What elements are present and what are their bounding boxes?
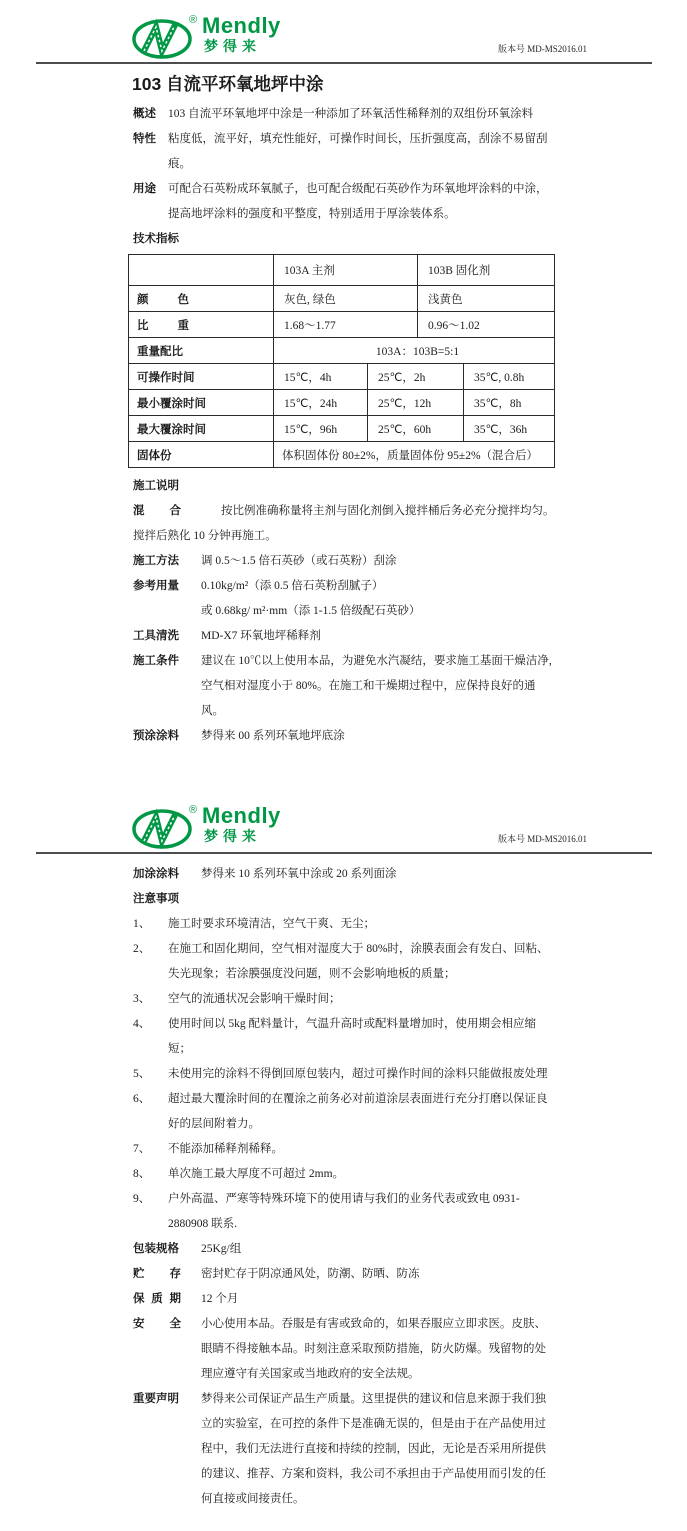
version-label-2: 版本号 MD-MS2016.01 xyxy=(497,834,587,844)
max-recoat-label: 最大覆涂时间 xyxy=(137,423,206,436)
page-break-gap xyxy=(0,749,687,803)
ratio-label: 重量配比 xyxy=(137,345,183,358)
usage-row xyxy=(133,574,557,624)
page1-header xyxy=(0,0,687,62)
note-num-5: 5、 xyxy=(133,1068,151,1080)
note-text-1: 施工时要求环境清洁，空气干爽、无尘； xyxy=(168,918,375,930)
topcoat-row xyxy=(133,862,557,887)
tech-heading: 技术指标 xyxy=(133,233,179,245)
potlife-label: 可操作时间 xyxy=(137,371,195,384)
header-rule xyxy=(36,62,652,64)
mixing-text-2: 搅拌后熟化 10 分钟再施工。 xyxy=(133,530,277,542)
conditions-row xyxy=(133,649,557,724)
note-item-9 xyxy=(133,1187,557,1237)
usage-line-2: 或 0.68kg/ m²·mm（添 1-1.5 倍级配石英砂） xyxy=(201,605,421,617)
color-row xyxy=(129,285,554,311)
cleaning-label: 工具清洗 xyxy=(133,630,179,642)
solids-value: 体积固体份 80±2%，质量固体份 95±2%（混合后） xyxy=(273,442,554,467)
construction-heading: 施工说明 xyxy=(133,480,179,492)
min-recoat-row xyxy=(129,389,554,415)
note-num-7: 7、 xyxy=(133,1143,151,1155)
conditions-label: 施工条件 xyxy=(133,655,179,667)
method-label: 施工方法 xyxy=(133,555,179,567)
gravity-103b: 0.96～1.02 xyxy=(417,312,554,337)
note-text-2: 在施工和固化期间，空气相对湿度大于 80%时，涂膜表面会有发白、回粘、失光现象；若涂膜强度没问题，则不会影响地板的质量； xyxy=(168,943,549,980)
safety-label: 安全 xyxy=(133,1318,181,1330)
note-item-3 xyxy=(133,987,557,1012)
overview-row xyxy=(133,102,557,127)
method-row xyxy=(133,549,557,574)
shelf-life-label: 保质期 xyxy=(133,1293,181,1305)
disclaimer-text: 梦得来公司保证产品生产质量。这里提供的建议和信息来源于我们独立的实验室，在可控的条件下是准确无误的，但是由于在产品使用过程中，我们无法进行直接和持续的控制，因此，无论是否采用所提供的建议、推荐、方案和资料，我公司不承担由于产品使用而引发的任何直接或间接责任。 xyxy=(201,1393,546,1505)
note-num-9: 9、 xyxy=(133,1193,151,1205)
note-num-8: 8、 xyxy=(133,1168,151,1180)
overview-text: 103 自流平环氧地坪中涂是一种添加了环氧活性稀释剂的双组份环氧涂料 xyxy=(168,108,534,120)
cleaning-row xyxy=(133,624,557,649)
note-text-5: 未使用完的涂料不得倒回原包装内，超过可操作时间的涂料只能做报废处理 xyxy=(168,1068,548,1080)
gravity-label: 比重 xyxy=(137,319,189,332)
tech-table xyxy=(128,254,555,468)
disclaimer-row xyxy=(133,1387,557,1512)
note-num-2: 2、 xyxy=(133,943,151,955)
max-recoat-15c: 15℃，96h xyxy=(273,416,367,441)
overview-label: 概述 xyxy=(133,108,156,120)
brand-name-en-2: Mendly xyxy=(202,803,281,828)
note-text-3: 空气的流通状况会影响干燥时间； xyxy=(168,993,341,1005)
features-label: 特性 xyxy=(133,133,156,145)
cleaning-text: MD-X7 环氧地坪稀释剂 xyxy=(201,630,321,642)
note-text-7: 不能添加稀释剂稀释。 xyxy=(168,1143,283,1155)
mendly-logo-icon xyxy=(132,13,198,59)
note-item-2 xyxy=(133,937,557,987)
mixing-text: 按比例准确称量将主剂与固化剂倒入搅拌桶后务必充分搅拌均匀。 xyxy=(221,505,555,517)
min-recoat-label: 最小覆涂时间 xyxy=(137,397,206,410)
shelf-life-row xyxy=(133,1287,557,1312)
mixing-label: 混合 xyxy=(133,505,181,517)
potlife-15c: 15℃，4h xyxy=(273,364,367,389)
primer-row xyxy=(133,724,557,749)
header-rule-2 xyxy=(36,852,652,854)
color-103a: 灰色, 绿色 xyxy=(273,286,417,311)
primer-label: 预涂涂料 xyxy=(133,730,179,742)
min-recoat-35c: 35℃，8h xyxy=(463,390,554,415)
storage-row xyxy=(133,1262,557,1287)
usage-line-1: 0.10kg/m²（添 0.5 倍石英粉刮腻子） xyxy=(201,580,384,592)
color-103b: 浅黄色 xyxy=(417,286,554,311)
page2-header xyxy=(0,803,687,852)
svg-text:®: ® xyxy=(189,14,198,26)
disclaimer-label: 重要声明 xyxy=(133,1393,179,1405)
header-empty-cell xyxy=(129,255,273,285)
note-item-8 xyxy=(133,1162,557,1187)
note-item-5 xyxy=(133,1062,557,1087)
note-text-4: 使用时间以 5kg 配料量计，气温升高时或配料量增加时，使用期会相应缩短； xyxy=(168,1018,536,1055)
note-item-4 xyxy=(133,1012,557,1062)
note-item-7 xyxy=(133,1137,557,1162)
features-text: 粘度低，流平好，填充性能好，可操作时间长，压折强度高，刮涂不易留刮痕。 xyxy=(168,133,548,170)
mixing-row xyxy=(133,499,557,524)
conditions-text: 建议在 10℃以上使用本品，为避免水汽凝结，要求施工基面干燥洁净, 空气相对湿度小于 80%。在施工和干燥期过程中，应保持良好的通风。 xyxy=(201,655,552,717)
method-text: 调 0.5～1.5 倍石英砂（或石英粉）刮涂 xyxy=(201,555,397,567)
uses-label: 用途 xyxy=(133,183,156,195)
note-text-8: 单次施工最大厚度不可超过 2mm。 xyxy=(168,1168,345,1180)
storage-label: 贮存 xyxy=(133,1268,181,1280)
notes-heading: 注意事项 xyxy=(133,893,179,905)
packing-label: 包装规格 xyxy=(133,1243,179,1255)
usage-label: 参考用量 xyxy=(133,580,179,592)
table-header-row xyxy=(129,255,554,285)
header-103b-cell: 103B 固化剂 xyxy=(417,255,554,285)
solids-row xyxy=(129,441,554,467)
note-item-1 xyxy=(133,912,557,937)
potlife-25c: 25℃，2h xyxy=(367,364,463,389)
mendly-logo xyxy=(132,13,281,59)
mendly-logo-2 xyxy=(132,803,281,849)
storage-text: 密封贮存于阴凉通风处，防潮、防晒、防冻 xyxy=(201,1268,420,1280)
header-103a-cell: 103A 主剂 xyxy=(273,255,417,285)
potlife-35c: 35℃, 0.8h xyxy=(463,364,554,389)
note-item-6 xyxy=(133,1087,557,1137)
primer-text: 梦得来 00 系列环氧地坪底涂 xyxy=(201,730,345,742)
ratio-row xyxy=(129,337,554,363)
version-label: 版本号 MD-MS2016.01 xyxy=(497,44,587,54)
brand-name-en: Mendly xyxy=(202,13,281,38)
max-recoat-row xyxy=(129,415,554,441)
max-recoat-25c: 25℃，60h xyxy=(367,416,463,441)
potlife-row xyxy=(129,363,554,389)
note-num-1: 1、 xyxy=(133,918,151,930)
note-num-6: 6、 xyxy=(133,1093,151,1105)
safety-text: 小心使用本品。吞服是有害或致命的，如果吞服应立即求医。皮肤、眼睛不得接触本品。时刻注意采取预防措施，防火防爆。残留物的处理应遵守有关国家或当地政府的安全法规。 xyxy=(201,1318,546,1380)
gravity-103a: 1.68～1.77 xyxy=(273,312,417,337)
min-recoat-25c: 25℃，12h xyxy=(367,390,463,415)
ratio-value: 103A：103B=5:1 xyxy=(273,338,554,363)
note-num-3: 3、 xyxy=(133,993,151,1005)
uses-row xyxy=(133,177,557,227)
brand-name-cn: 梦得来 xyxy=(204,38,261,54)
min-recoat-15c: 15℃，24h xyxy=(273,390,367,415)
note-text-9: 户外高温、严寒等特殊环境下的使用请与我们的业务代表或致电 0931-2880908 联系. xyxy=(168,1193,520,1230)
topcoat-label: 加涂涂料 xyxy=(133,868,179,880)
packing-row xyxy=(133,1237,557,1262)
brand-name-cn-2: 梦得来 xyxy=(204,828,261,844)
note-num-4: 4、 xyxy=(133,1018,151,1030)
mendly-logo-icon-2 xyxy=(132,803,198,849)
uses-text: 可配合石英粉成环氧腻子，也可配合级配石英砂作为环氧地坪涂料的中涂，提高地坪涂料的强度和平整度，特别适用于厚涂装体系。 xyxy=(168,183,548,220)
color-label: 颜色 xyxy=(137,293,189,306)
gravity-row xyxy=(129,311,554,337)
shelf-life-text: 12 个月 xyxy=(201,1293,239,1305)
solids-label: 固体份 xyxy=(137,449,172,462)
page-title: 103 自流平环氧地坪中涂 xyxy=(132,74,324,94)
svg-text:®: ® xyxy=(189,804,198,816)
packing-text: 25Kg/组 xyxy=(201,1243,242,1255)
max-recoat-35c: 35℃，36h xyxy=(463,416,554,441)
safety-row xyxy=(133,1312,557,1387)
note-text-6: 超过最大覆涂时间的在覆涂之前务必对前道涂层表面进行充分打磨以保证良好的层间附着力。 xyxy=(168,1093,548,1130)
features-row xyxy=(133,127,557,177)
topcoat-text: 梦得来 10 系列环氧中涂或 20 系列面涂 xyxy=(201,868,397,880)
